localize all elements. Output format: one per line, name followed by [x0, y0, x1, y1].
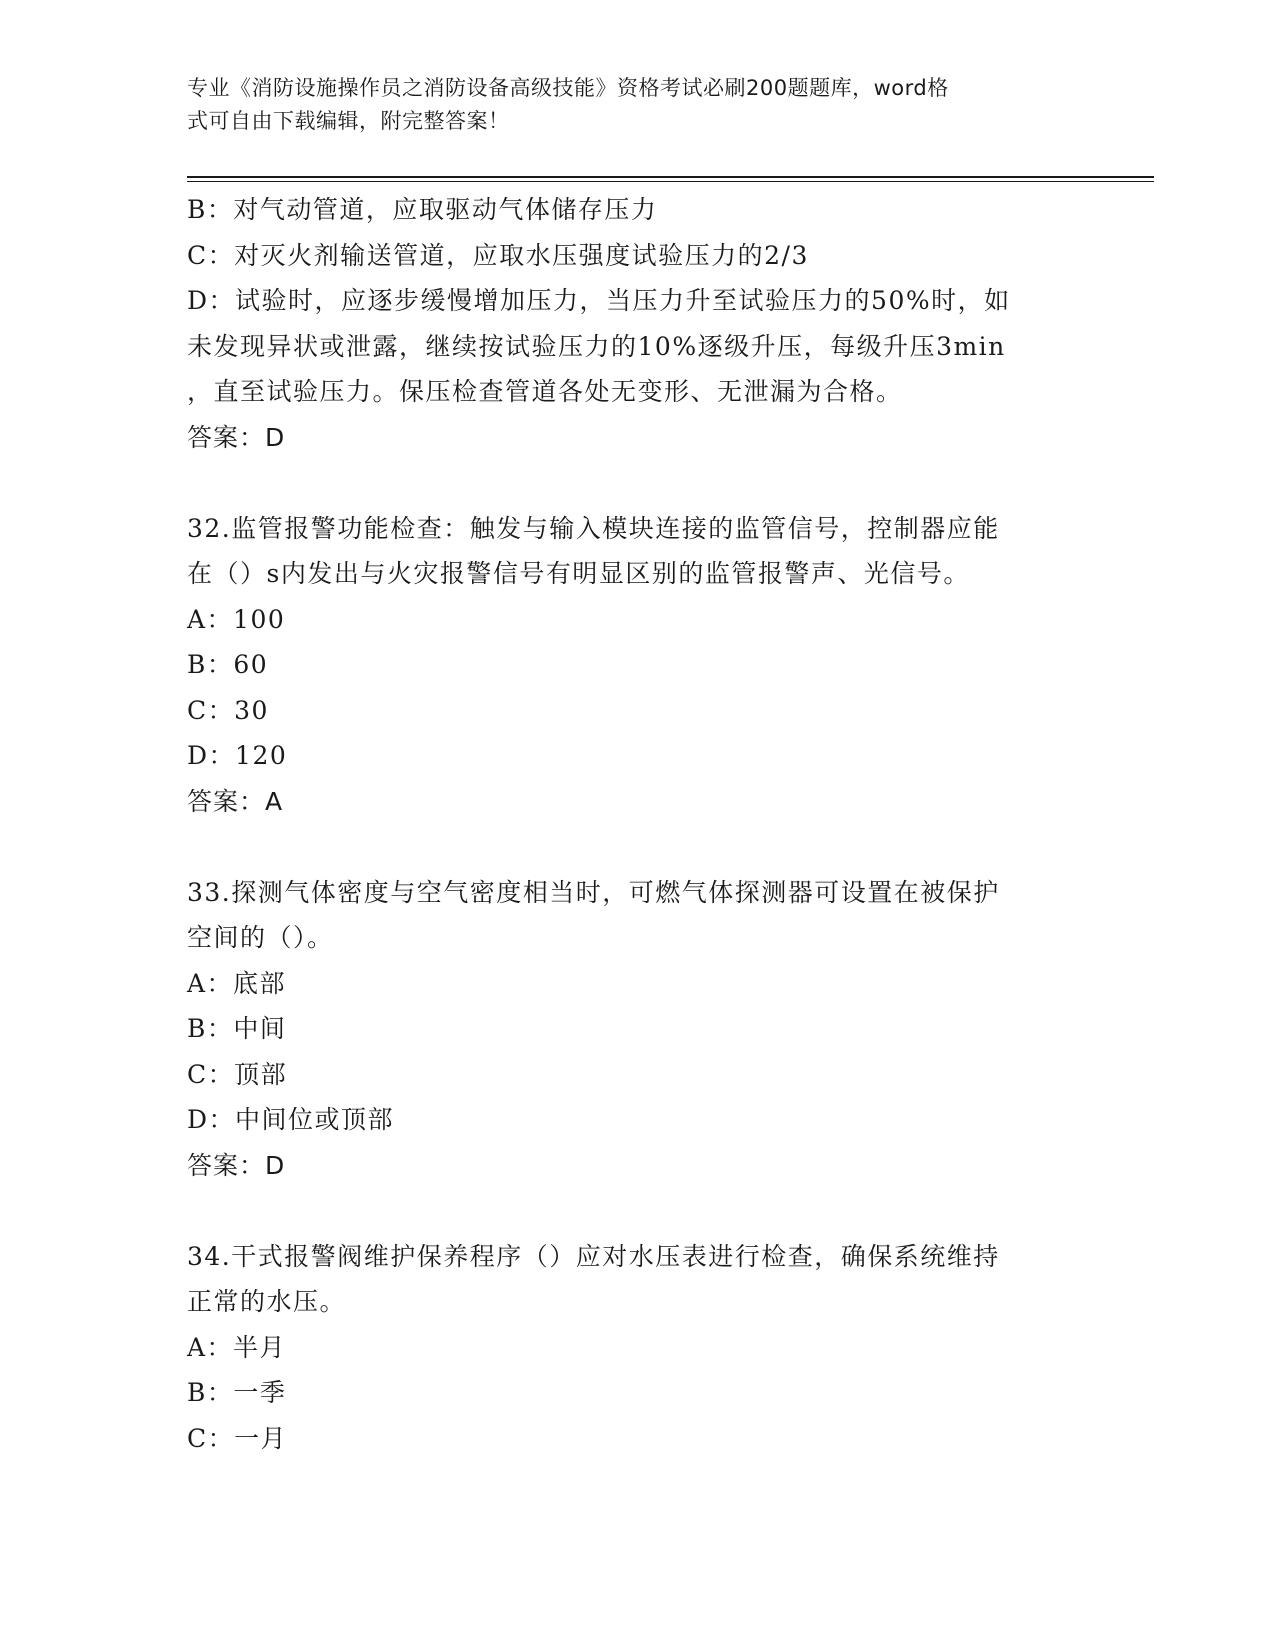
option-d-line-1: D：试验时，应逐步缓慢增加压力，当压力升至试验压力的50%时，如 — [187, 286, 1011, 315]
option-c: C：对灭火剂输送管道，应取水压强度试验压力的2/3 — [187, 240, 809, 270]
question-stem-line-2: 在（）s内发出与火灾报警信号有明显区别的监管报警声、光信号。 — [187, 559, 970, 588]
question-stem-line-1: 33.探测气体密度与空气密度相当时，可燃气体探测器可设置在被保护 — [187, 877, 1000, 907]
question-stem-line-1: 34.干式报警阀维护保养程序（）应对水压表进行检查，确保系统维持 — [187, 1241, 1000, 1271]
question-stem-line-1: 32.监管报警功能检查：触发与输入模块连接的监管信号，控制器应能 — [187, 513, 1000, 543]
question-stem-line-2: 正常的水压。 — [187, 1287, 347, 1316]
header-line-1: 专业《消防设施操作员之消防设备高级技能》资格考试必刷200题题库，word格 — [187, 76, 949, 100]
answer: 答案：D — [187, 1150, 286, 1180]
option-b: B：60 — [187, 650, 269, 679]
header-divider-thick — [187, 176, 1154, 178]
spacer — [187, 460, 1077, 506]
question-32 — [187, 506, 1077, 825]
option-a: A：100 — [187, 604, 286, 634]
document-header — [187, 72, 1067, 138]
option-c: C：一月 — [187, 1423, 288, 1453]
option-c: C：30 — [187, 695, 269, 725]
option-d-line-2: 未发现异状或泄露，继续按试验压力的10%逐级升压，每级升压3min — [187, 331, 1006, 361]
option-c: C：顶部 — [187, 1059, 288, 1089]
header-line-2: 式可自由下载编辑，附完整答案！ — [187, 109, 510, 133]
option-b: B：一季 — [187, 1378, 287, 1407]
option-b: B：中间 — [187, 1014, 287, 1043]
header-divider-thin — [187, 181, 1154, 182]
question-list — [187, 187, 1077, 1461]
option-d: D：中间位或顶部 — [187, 1105, 395, 1134]
question-33 — [187, 870, 1077, 1189]
answer: 答案：D — [187, 422, 286, 452]
option-a: A：底部 — [187, 968, 287, 998]
option-a: A：半月 — [187, 1332, 287, 1362]
answer: 答案：A — [187, 786, 284, 816]
spacer — [187, 824, 1077, 870]
question-34 — [187, 1234, 1077, 1462]
question-stem-line-2: 空间的（）。 — [187, 923, 334, 952]
option-d: D：120 — [187, 741, 288, 770]
question-31-continuation — [187, 187, 1077, 460]
option-b: B：对气动管道，应取驱动气体储存压力 — [187, 195, 658, 224]
spacer — [187, 1188, 1077, 1234]
option-d-line-3: ，直至试验压力。保压检查管道各处无变形、无泄漏为合格。 — [187, 377, 903, 406]
